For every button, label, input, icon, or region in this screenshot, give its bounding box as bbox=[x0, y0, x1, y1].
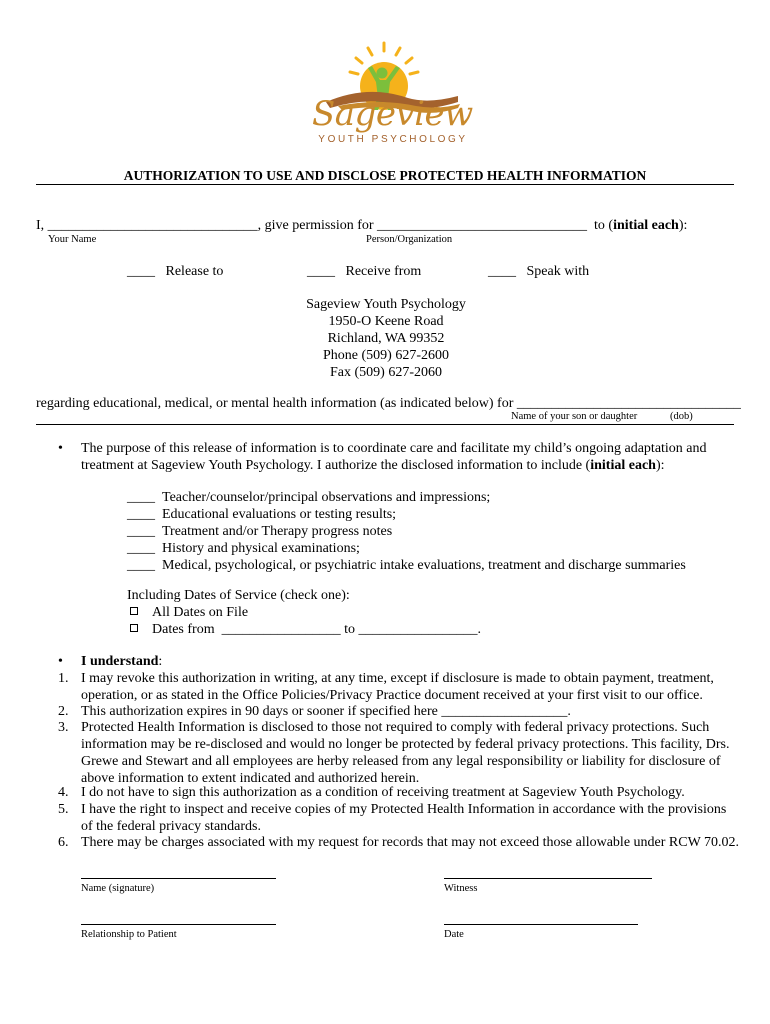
item-number: 6. bbox=[58, 835, 69, 850]
address-city: Richland, WA 99352 bbox=[327, 331, 445, 346]
page-title: AUTHORIZATION TO USE AND DISCLOSE PROTECTED HEALTH INFORMATION bbox=[123, 168, 647, 183]
item-number: 3. bbox=[58, 720, 69, 735]
address-phone: Phone (509) 627-2600 bbox=[323, 348, 449, 363]
item-number: 4. bbox=[58, 785, 69, 800]
understand-bullet: • bbox=[58, 654, 63, 669]
option-speak-with[interactable]: ____ Speak with bbox=[488, 264, 590, 279]
your-name-field[interactable]: ______________________________ bbox=[47, 218, 258, 233]
include-item[interactable]: ____ History and physical examinations; bbox=[127, 541, 360, 556]
item-number: 1. bbox=[58, 671, 69, 686]
name-signature-label: Name (signature) bbox=[81, 883, 155, 894]
child-name-field[interactable]: ________________________________ bbox=[516, 396, 741, 411]
address-street: 1950-O Keene Road bbox=[328, 314, 444, 329]
permission-line: I, ______________________________, give permission for ______________________________ to (initial each): bbox=[36, 218, 688, 233]
include-item[interactable]: ____ Treatment and/or Therapy progress notes bbox=[127, 524, 393, 539]
purpose-text: The purpose of this release of information is to coordinate care and facilitate my child’s ongoing adaptation and treatment at Sageview Youth Psychology. I authorize the disclosed information to include (initial each): bbox=[81, 441, 707, 473]
dates-range-option[interactable]: Dates from _________________ to _________________. bbox=[130, 621, 481, 638]
date-from-field[interactable]: _________________ bbox=[221, 622, 341, 637]
date-line[interactable] bbox=[444, 924, 638, 925]
dates-all-option[interactable]: All Dates on File bbox=[130, 604, 248, 621]
include-list bbox=[127, 489, 686, 574]
understand-item-1: I may revoke this authorization in writing, at any time, except if disclosure is made to obtain payment, treatment, operation, or as stated in the Office Policies/Privacy Practice document received at your first visit to our office. bbox=[81, 671, 714, 703]
understand-item-4: I do not have to sign this authorization as a condition of receiving treatment at Sageview Youth Psychology. bbox=[81, 785, 685, 800]
understand-heading: I understand: bbox=[81, 654, 163, 669]
include-item[interactable]: ____ Medical, psychological, or psychiatric intake evaluations, treatment and discharge summaries bbox=[127, 558, 686, 573]
item-number: 5. bbox=[58, 802, 69, 817]
person-org-label: Person/Organization bbox=[366, 234, 453, 245]
checkbox-icon[interactable] bbox=[130, 607, 138, 615]
option-receive-from[interactable]: ____ Receive from bbox=[307, 264, 422, 279]
understand-item-2: This authorization expires in 90 days or sooner if specified here __________________. bbox=[81, 704, 571, 719]
title-rule bbox=[36, 184, 734, 185]
understand-item-6: There may be charges associated with my request for records that may not exceed those allowable under RCW 70.02. bbox=[81, 835, 740, 850]
dob-label: (dob) bbox=[670, 411, 693, 422]
sageview-logo bbox=[308, 40, 473, 148]
date-to-field[interactable]: _________________ bbox=[358, 622, 478, 637]
include-item[interactable]: ____ Teacher/counselor/principal observations and impressions; bbox=[127, 490, 491, 505]
understand-item-3: Protected Health Information is disclosed to those not required to comply with federal privacy protections. Such information may be re-disclosed and would no longer be protected by federal privacy protections. This facility, Drs. Grewe and Stewart and all employees are herby released from any legal responsibility or liability for disclosure of above information to extent indicated and authorized herein. bbox=[81, 720, 730, 786]
your-name-label: Your Name bbox=[48, 234, 97, 245]
relationship-line[interactable] bbox=[81, 924, 276, 925]
child-name-label: Name of your son or daughter bbox=[511, 411, 638, 422]
purpose-bullet: • bbox=[58, 441, 63, 456]
date-label: Date bbox=[444, 929, 464, 940]
item-number: 2. bbox=[58, 704, 69, 719]
checkbox-icon[interactable] bbox=[130, 624, 138, 632]
signature-line[interactable] bbox=[81, 878, 276, 879]
address-fax: Fax (509) 627-2060 bbox=[330, 365, 442, 380]
understand-item-5: I have the right to inspect and receive copies of my Protected Health Information in accordance with the provisions of the federal privacy standards. bbox=[81, 802, 727, 834]
relationship-label: Relationship to Patient bbox=[81, 929, 177, 940]
include-item[interactable]: ____ Educational evaluations or testing results; bbox=[127, 507, 397, 522]
brand-subtitle: YOUTH PSYCHOLOGY bbox=[318, 134, 468, 145]
dates-heading: Including Dates of Service (check one): bbox=[127, 588, 350, 603]
person-org-field[interactable]: ______________________________ bbox=[377, 218, 588, 233]
address-name: Sageview Youth Psychology bbox=[306, 297, 466, 312]
address-block bbox=[236, 296, 536, 381]
regarding-line: regarding educational, medical, or mental health information (as indicated below) for ________________________________ bbox=[36, 396, 741, 411]
option-release-to[interactable]: ____ Release to bbox=[127, 264, 224, 279]
section-rule bbox=[36, 424, 734, 425]
brand-name: Sageview bbox=[312, 94, 473, 134]
witness-label: Witness bbox=[444, 883, 478, 894]
witness-line[interactable] bbox=[444, 878, 652, 879]
